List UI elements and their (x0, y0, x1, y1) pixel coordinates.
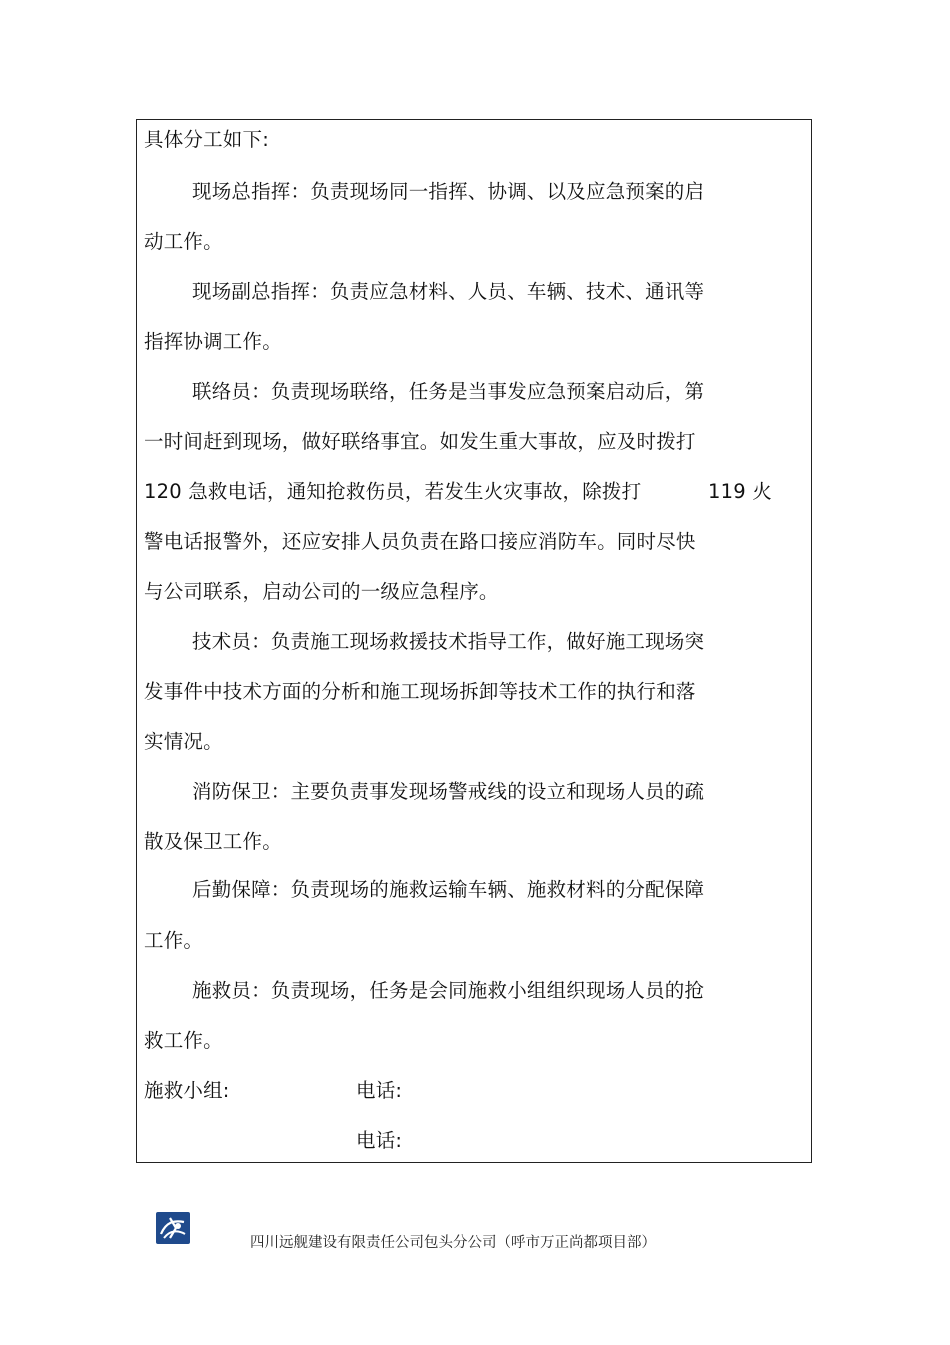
p7-line-1: 施救员：负责现场，任务是会同施救小组组织现场人员的抢 (192, 979, 705, 1002)
p3-line-2: 一时间赶到现场，做好联络事宜。如发生重大事故，应及时拨打 (144, 430, 696, 453)
p3-line-3-tail: 119 火 (708, 480, 772, 503)
p1-line-2: 动工作。 (144, 230, 223, 253)
footer-company-name: 四川远舰建设有限责任公司包头分公司（呼市万正尚都项目部） (250, 1235, 656, 1251)
p4-line-1: 技术员：负责施工现场救援技术指导工作，做好施工现场突 (192, 630, 705, 653)
rescue-team-label: 施救小组: (144, 1079, 230, 1102)
p5-line-1: 消防保卫：主要负责事发现场警戒线的设立和现场人员的疏 (192, 780, 705, 803)
p4-line-2: 发事件中技术方面的分析和施工现场拆卸等技术工作的执行和落 (144, 680, 696, 703)
p6-line-1: 后勤保障：负责现场的施救运输车辆、施救材料的分配保障 (192, 878, 705, 901)
p2-line-2: 指挥协调工作。 (144, 330, 282, 353)
p4-line-3: 实情况。 (144, 730, 223, 753)
p7-line-2: 救工作。 (144, 1029, 223, 1052)
p5-line-2: 散及保卫工作。 (144, 830, 282, 853)
p3-line-3: 120 急救电话，通知抢救伤员，若发生火灾事故，除拨打 (144, 480, 642, 503)
p1-line-1: 现场总指挥：负责现场同一指挥、协调、以及应急预案的启 (192, 180, 705, 203)
phone-label-1: 电话: (356, 1079, 403, 1102)
heading: 具体分工如下: (144, 128, 269, 151)
p6-line-2: 工作。 (144, 929, 204, 952)
p3-line-5: 与公司联系，启动公司的一级应急程序。 (144, 580, 499, 603)
p3-line-1: 联络员：负责现场联络，任务是当事发应急预案启动后，第 (192, 380, 705, 403)
p3-line-4: 警电话报警外，还应安排人员负责在路口接应消防车。同时尽快 (144, 530, 696, 553)
phone-label-2: 电话: (356, 1129, 403, 1152)
p2-line-1: 现场副总指挥：负责应急材料、人员、车辆、技术、通讯等 (192, 280, 705, 303)
company-logo-icon (156, 1212, 190, 1244)
